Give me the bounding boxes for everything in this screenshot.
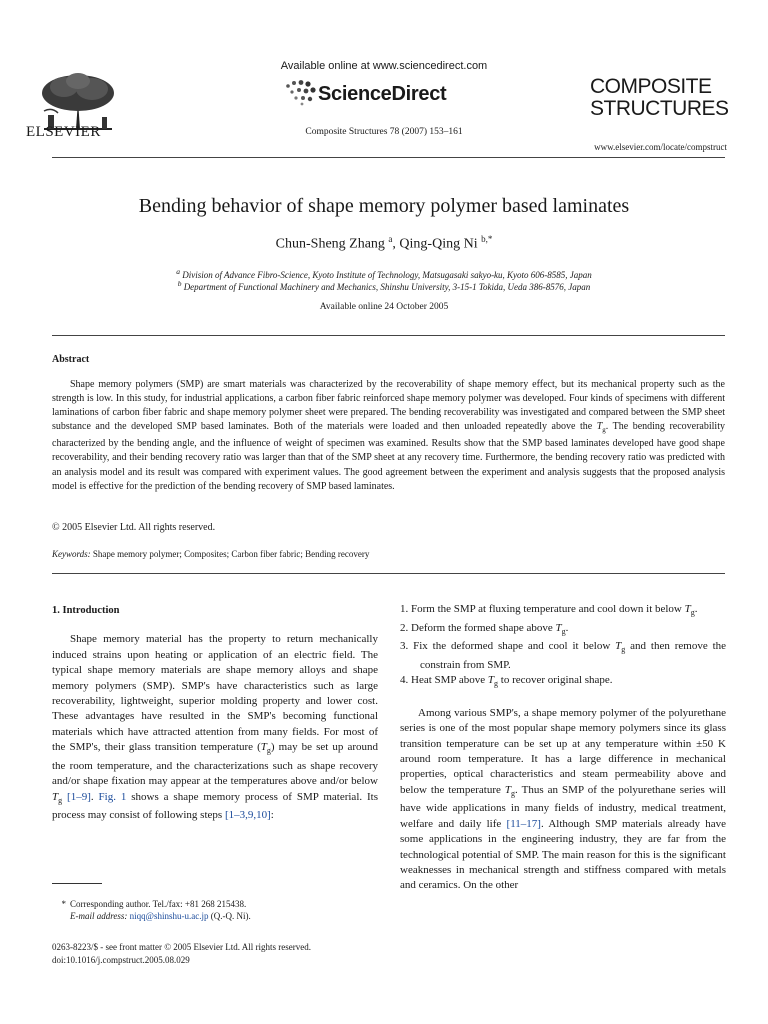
tg-symbol: T [555,621,562,634]
corresponding-author-footnote [52,898,378,922]
footnote-contact: Corresponding author. Tel./fax: +81 268 215438. [70,899,247,909]
tg-subscript: g [690,608,695,618]
abstract-bottom-divider [52,573,725,574]
email-label: E-mail address: [70,911,128,921]
publisher-name: ELSEVIER [26,124,101,140]
abstract-copyright: © 2005 Elsevier Ltd. All rights reserved. [52,522,216,533]
footnote-star: * [61,899,66,909]
step-text-end: to recover original shape. [498,674,613,687]
step-number: 2. [400,621,409,634]
email-suffix: (Q.-Q. Ni). [208,911,251,921]
tg-symbol: T [504,783,512,796]
intro-text-e: : [270,809,274,822]
step-text: Heat SMP above [411,674,488,687]
issn-info [52,941,311,966]
footnote-line-2 [52,910,378,922]
step-text: Deform the formed shape above [411,621,556,634]
tg-subscript: g [266,746,271,756]
affiliation-a-text: Division of Advance Fibro-Science, Kyoto Institute of Technology, Matsugasaki sakyo-ku, Kyoto 606-8585, Japan [182,270,592,280]
paper-title: Bending behavior of shape memory polymer based laminates [138,195,630,217]
list-item [400,639,726,673]
available-online-text[interactable]: Available online at www.sciencedirect.com [280,60,488,72]
email-link[interactable]: niqq@shinshu-u.ac.jp [129,911,209,921]
reference-link[interactable]: [1–3,9,10] [224,809,271,822]
keywords [52,549,369,559]
journal-title-line-1: COMPOSITE [590,75,712,98]
affiliation-b-text: Department of Functional Machinery and Mechanics, Shinshu University, 3-15-1 Tokida, Ueda 386-8576, Japan [183,282,591,292]
keywords-label: Keywords: [52,549,91,559]
abstract-part-1: Shape memory polymers (SMP) are smart materials was characterized by the recoverability of shape memory effect, but its mechanical property such as the strength is low. In this study, for industrial applications, a carbon fiber fabric reinforced shape memory polymer was developed. Four kinds of specimens with different laminations of carbon fiber fabric and shape memory polymer sheet were prepared. The bending recoverability was investigated and compared between the SMP sheet substance and the developed SMP based laminates. Both of the materials were loaded and then unloaded repeatedly above the [52,379,725,433]
author-list [0,234,768,253]
header-divider [52,157,725,158]
intro-text-b: ) may be set up around the room temperature, and the characterizations such as shape recovery and/or shape fixation may appear at the temperatures above and/or below [52,741,378,788]
list-item [400,602,726,621]
intro-paragraph-2 [400,706,726,894]
reference-link[interactable]: [1–9] [67,790,91,803]
intro-text-d: shows a shape memory process of SMP material. Its process may consist of following steps [52,790,379,822]
tg-subscript: g [494,679,499,689]
tg-symbol: T [615,640,622,653]
affiliation-b [0,279,768,292]
step-text-end: and then remove the constrain from SMP. [420,640,727,671]
step-text-end: . [565,621,569,634]
author-separator: , [392,236,400,252]
author-1-affiliation: a [388,234,393,244]
affiliation-b-mark: b [177,279,182,288]
abstract-heading: Abstract [52,354,90,365]
step-number: 3. [400,640,409,653]
section-heading-introduction: 1. Introduction [52,605,120,616]
tg-subscript: g [602,426,606,435]
step-number: 1. [400,603,409,615]
list-item [400,673,726,692]
keywords-list: Shape memory polymer; Composites; Carbon fiber fabric; Bending recovery [92,549,370,559]
abstract-top-divider [52,335,725,336]
journal-title [590,76,729,120]
journal-title-line-2: STRUCTURES [590,97,729,120]
tg-symbol: T [52,790,59,803]
tg-subscript: g [561,626,566,636]
footnote-divider [52,883,102,884]
para2-text-b: . Thus an SMP of the polyurethane series will have wide applications in many fields of industry, medical treatment, welfare and daily life [400,783,726,830]
journal-citation: Composite Structures 78 (2007) 153–161 [305,127,463,137]
available-date: Available online 24 October 2005 [319,302,449,312]
author-2: Qing-Qing Ni [399,236,478,252]
left-column [52,603,378,824]
doi-line: doi:10.1016/j.compstruct.2005.08.029 [52,954,190,965]
intro-text-c: . [90,790,99,803]
tg-subscript: g [621,645,626,655]
figure-link[interactable]: Fig. 1 [98,790,127,803]
journal-url[interactable]: www.elsevier.com/locate/compstruct [594,142,727,152]
abstract-part-2: . The bending recoverability characterized by the bending angle, and the influence of weight of specimen was examined. Results show that the SMP based laminates developed have good shape recoverability, and their bending recovery ratio was larger than that of the SMP sheet at any recovery time. Furthermore, the bending recovery ratio was predicted with an analysis model and its result was compared with experiment values. The good agreement between the experiment and analysis suggests that the proposed analysis model is effective for the prediction of the bending recovery of SMP based laminates. [52,421,725,492]
author-2-affiliation[interactable]: b,* [481,234,493,244]
tg-symbol: T [596,421,603,433]
author-1: Chun-Sheng Zhang [275,236,385,252]
affiliation-a-mark: a [176,267,180,276]
reference-link[interactable]: [11–17] [506,817,541,830]
issn-line: 0263-8223/$ - see front matter © 2005 Elsevier Ltd. All rights reserved. [52,942,312,952]
intro-paragraph-1 [52,632,378,823]
tg-symbol: T [260,741,267,754]
sciencedirect-logo-text: ScienceDirect [318,83,447,105]
intro-text-a: Shape memory material has the property to return mechanically induced strains upon heating or application of an electric field. The typical shape memory materials are shape memory alloys and shape memory polymers (SMP). SMP's have characteristics such as large recoverability, lightweight, superior molding property and lower cost. These advantages have resulted in the SMP's becoming functional materials which have attracted attention from many fields. For most of the SMP's, their glass transition temperature ( [52,633,378,754]
step-text-end: . [694,603,698,615]
step-text: Form the SMP at fluxing temperature and cool down it below [411,603,685,615]
right-column [400,602,726,894]
step-text: Fix the deformed shape and cool it below [413,640,616,653]
sciencedirect-dots-icon [284,80,318,106]
list-item [400,621,726,640]
para2-text-c: . Although SMP materials already have some applications in the engineering industry, they are far from the technological potential of SMP. The main reason for this is the significant weaknesses in mechanical strength and stiffness compared with metals and ceramics. On the other [400,817,726,892]
tg-subscript: g [511,789,516,798]
smp-process-steps [400,602,726,692]
tg-symbol: T [684,603,691,615]
footnote-line-1 [52,898,378,910]
para2-text-a: Among various SMP's, a shape memory polymer of the polyurethane series is one of the most popular shape memory polymers since its glass transition temperature can be set up at any temperature within ±50 K around room temperature. It has a large difference in mechanical properties, optical characteristics and steam permeability above and below the temperature [400,706,726,796]
abstract-text [52,378,725,494]
step-number: 4. [400,674,409,687]
tg-subscript: g [58,795,63,805]
tg-symbol: T [487,674,495,687]
